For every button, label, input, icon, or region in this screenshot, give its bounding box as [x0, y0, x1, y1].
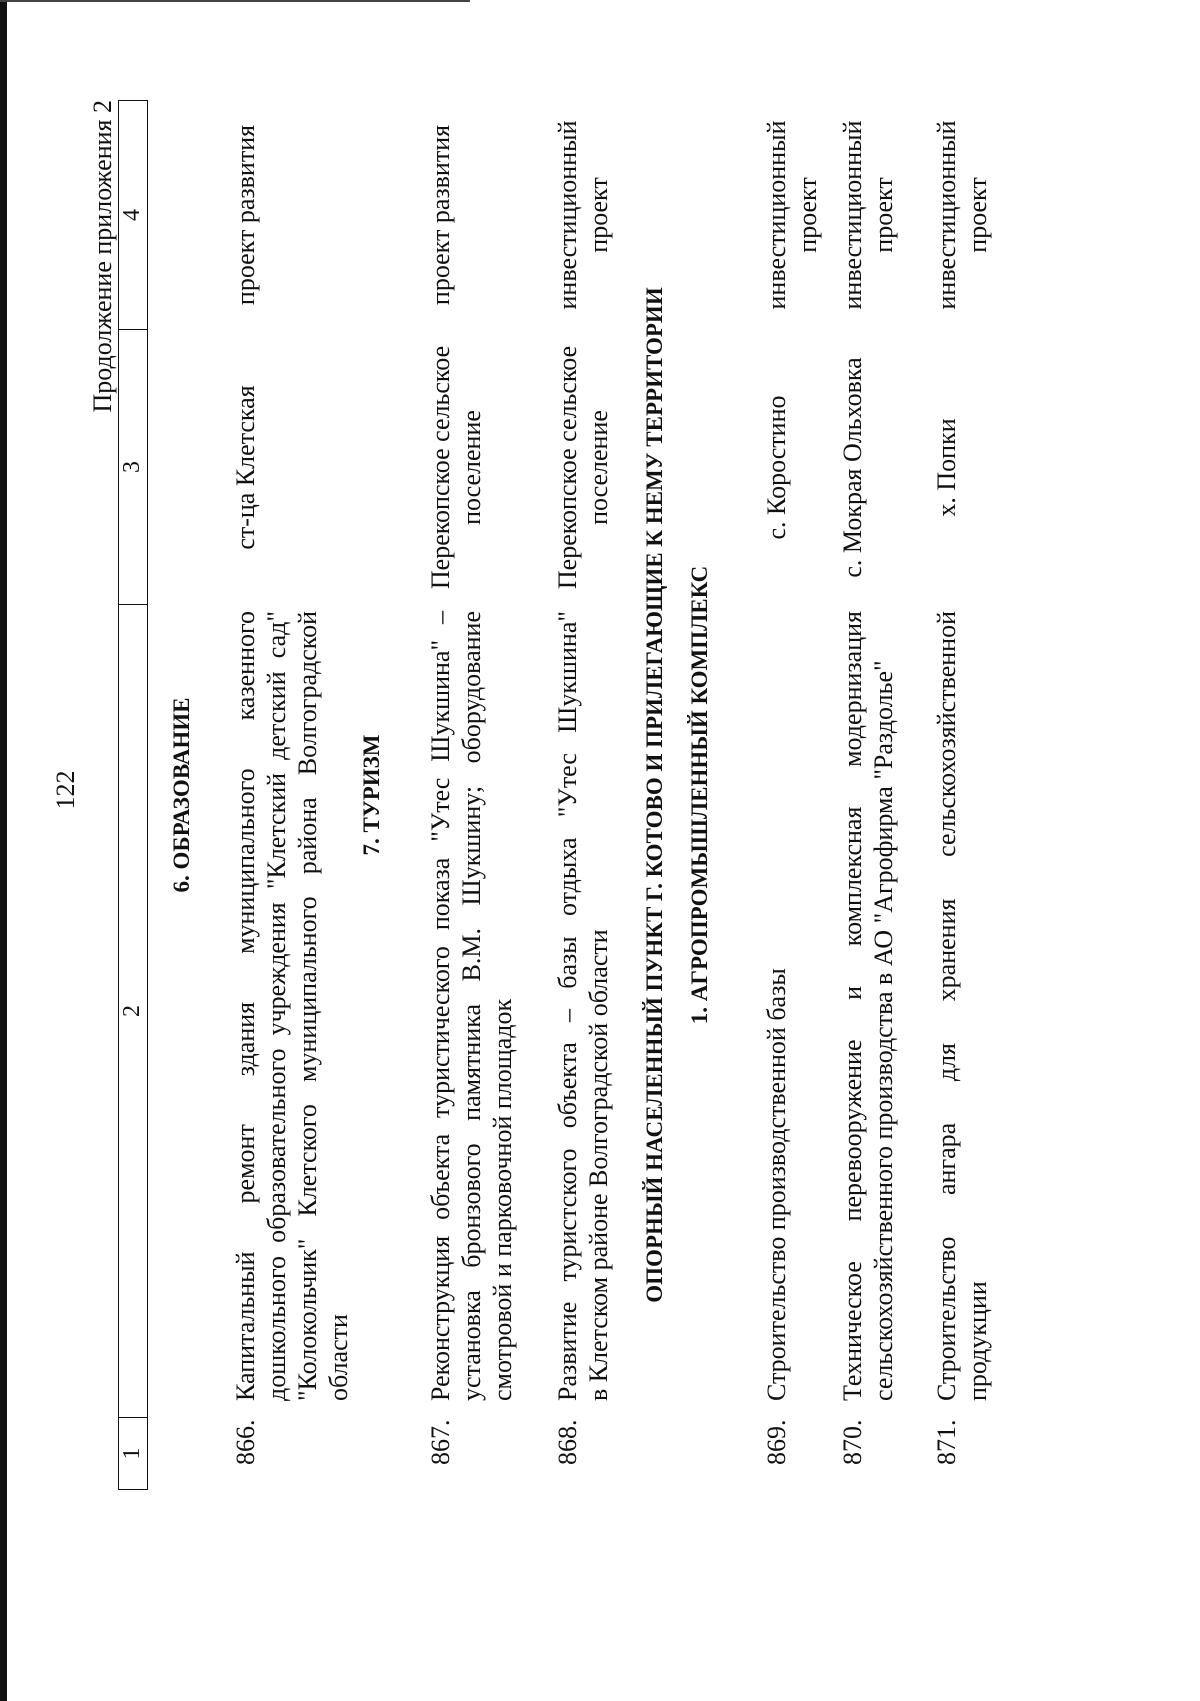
location-line: х. Попки: [932, 418, 961, 517]
row-description: [230, 611, 354, 1401]
continuation-label: Продолжение приложения 2: [88, 100, 117, 413]
description-line: в Клетском районе Волгоградской области: [584, 929, 613, 1401]
row-location: [931, 330, 962, 605]
description-line: установка бронзового памятника В.М. Шукшину; оборудование: [457, 611, 486, 1401]
row-project-type: [761, 100, 823, 330]
description-line: дошкольного образовательного учреждения "Клетский детский сад": [262, 611, 291, 1401]
location-line: Перекопское сельское: [426, 345, 455, 590]
row-project-type: [230, 100, 261, 330]
row-number: 870.: [838, 1419, 867, 1465]
row-description: [931, 611, 993, 1401]
description-line: "Колокольчик" Клетского муниципального района Волгоградской: [293, 611, 322, 1401]
column-header: 3: [119, 329, 147, 604]
location-line: поселение: [457, 410, 486, 525]
row-location: [230, 330, 261, 605]
project-type-line: проект: [793, 177, 822, 253]
row-location: [837, 330, 868, 605]
description-line: области: [324, 1314, 353, 1401]
section-heading: ОПОРНЫЙ НАСЕЛЕННЫЙ ПУНКТ Г. КОТОВО И ПРИЛЕГАЮЩИЕ К НЕМУ ТЕРРИТОРИИ: [642, 287, 667, 1303]
table-header-row: [118, 100, 148, 1490]
location-line: поселение: [584, 410, 613, 525]
project-type-line: проект развития: [231, 124, 260, 306]
column-header: 1: [119, 1417, 147, 1489]
description-line: Реконструкция объекта туристического показа "Утес Шукшина" –: [426, 611, 455, 1401]
page-number: 122: [51, 770, 80, 810]
project-type-line: проект: [584, 177, 613, 253]
project-type-line: инвестиционный: [932, 120, 961, 310]
row-number: 866.: [231, 1419, 260, 1465]
row-project-type: [552, 100, 614, 330]
project-type-line: проект: [869, 177, 898, 253]
row-project-type: [837, 100, 899, 330]
project-type-line: инвестиционный: [838, 120, 867, 310]
section-heading: 6. ОБРАЗОВАНИЕ: [169, 697, 194, 893]
row-number: 871.: [932, 1419, 961, 1465]
row-number: 867.: [426, 1419, 455, 1465]
row-project-type: [425, 100, 456, 330]
row-number: 869.: [762, 1419, 791, 1465]
project-type-line: проект: [963, 177, 992, 253]
description-line: Строительство ангара для хранения сельскохозяйственной: [932, 611, 961, 1401]
row-description: [425, 611, 518, 1401]
project-type-line: проект развития: [426, 124, 455, 306]
column-header: 2: [119, 604, 147, 1417]
row-location: [761, 330, 792, 605]
row-location: [425, 330, 487, 605]
description-line: продукции: [963, 1281, 992, 1401]
description-line: смотровой и парковочной площадок: [488, 998, 517, 1401]
project-type-line: инвестиционный: [553, 120, 582, 310]
description-line: Капитальный ремонт здания муниципального казенного: [231, 611, 260, 1401]
description-line: сельскохозяйственного производства в АО "Агрофирма "Раздолье": [869, 660, 898, 1401]
location-line: с. Мокрая Ольховка: [838, 357, 867, 578]
project-type-line: инвестиционный: [762, 120, 791, 310]
column-header: 4: [119, 209, 145, 221]
section-heading: 7. ТУРИЗМ: [359, 734, 384, 856]
row-description: [761, 611, 792, 1401]
location-line: с. Коростино: [762, 395, 791, 540]
description-line: Развитие туристского объекта – базы отдыха "Утес Шукшина": [553, 611, 582, 1401]
row-number: 868.: [553, 1419, 582, 1465]
row-description: [552, 611, 614, 1401]
row-description: [837, 611, 899, 1401]
row-location: [552, 330, 614, 605]
description-line: Техническое перевооружение и комплексная модернизация: [838, 611, 867, 1401]
location-line: Перекопское сельское: [553, 345, 582, 590]
section-heading: 1. АГРОПРОМЫШЛЕННЫЙ КОМПЛЕКС: [687, 565, 712, 1025]
description-line: Строительство производственной базы: [762, 968, 791, 1401]
row-project-type: [931, 100, 993, 330]
location-line: ст-ца Клетская: [231, 385, 260, 550]
